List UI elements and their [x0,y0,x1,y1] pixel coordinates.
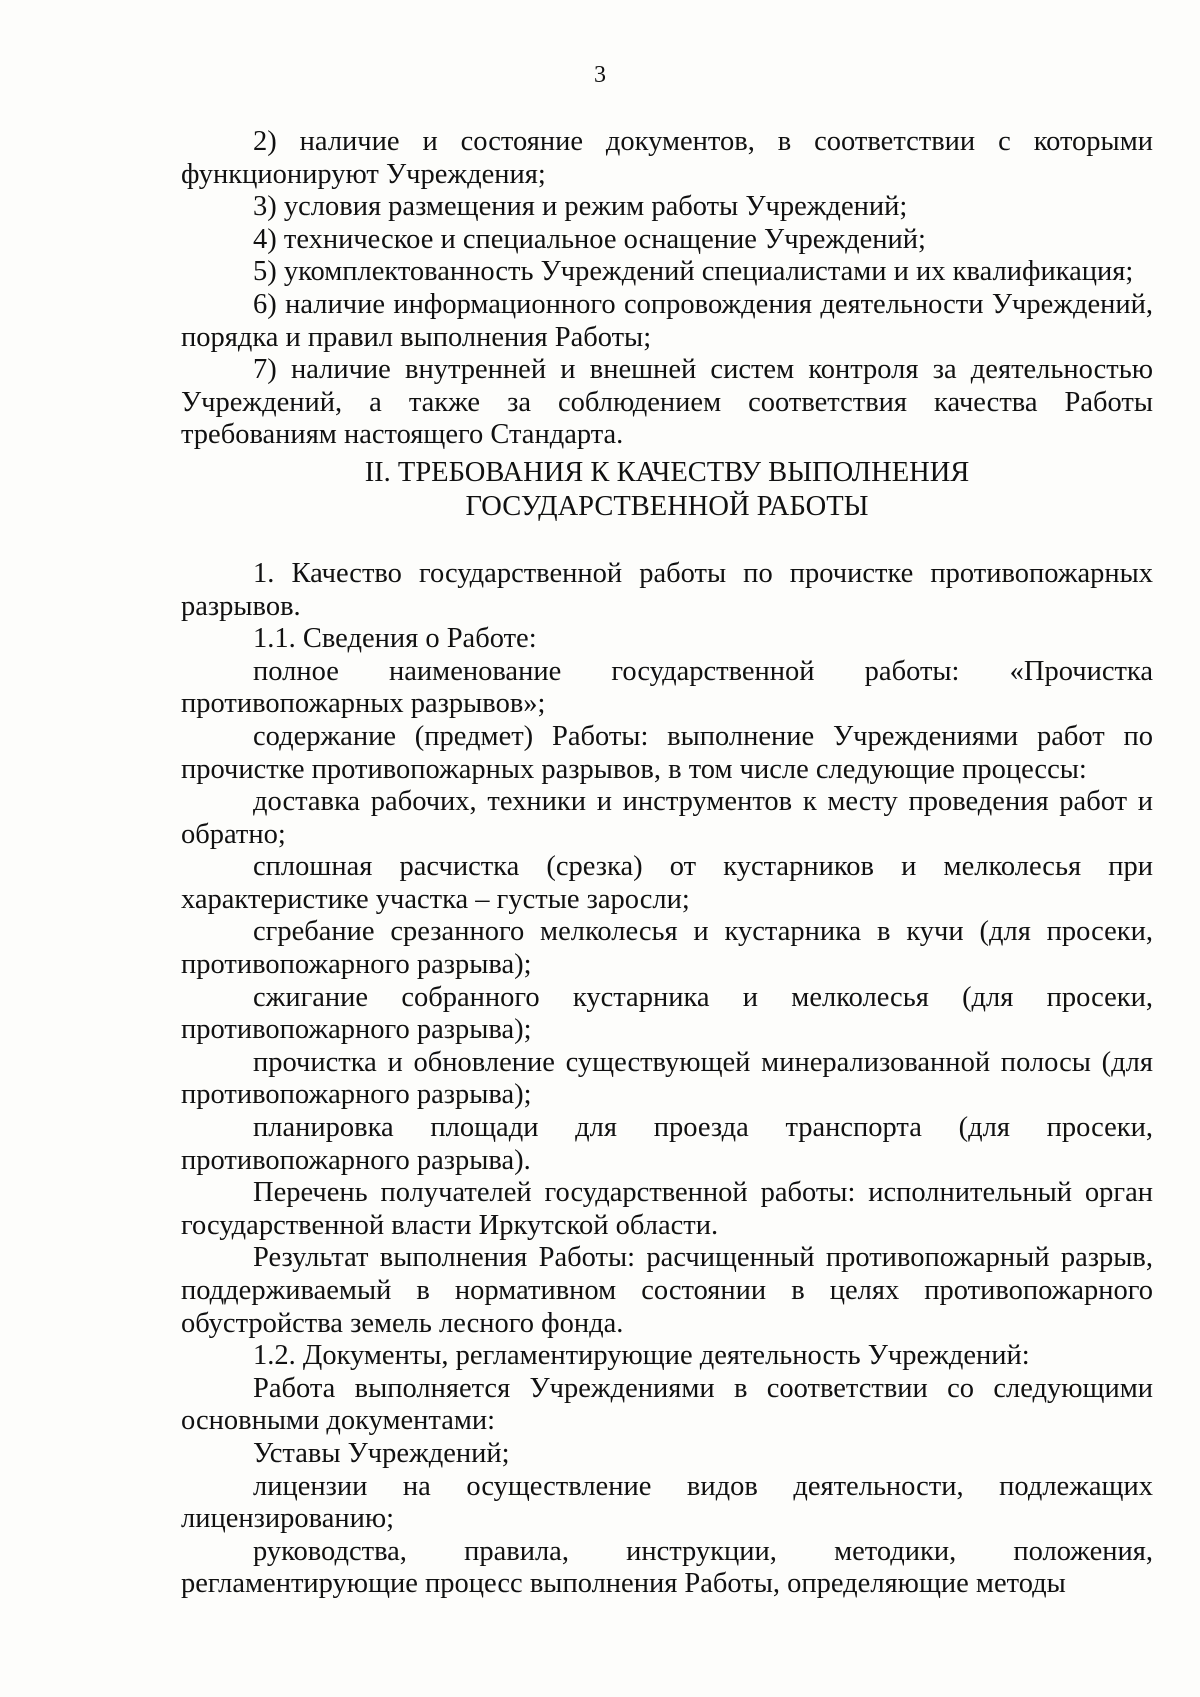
section-heading-line: II. ТРЕБОВАНИЯ К КАЧЕСТВУ ВЫПОЛНЕНИЯ [364,456,970,488]
paragraph: доставка рабочих, техники и инструментов к месту проведения работ и обратно; [181,786,1153,850]
paragraph: руководства, правила, инструкции, методики, положения, регламентирующие процесс выполнения Работы, определяющие методы [181,1535,1153,1600]
document-body [181,126,1153,1601]
paragraph: 6) наличие информационного сопровождения деятельности Учреждений, порядка и правил выполнения Работы; [181,288,1153,353]
paragraph: Уставы Учреждений; [253,1437,510,1469]
paragraph: Работа выполняется Учреждениями в соответствии со следующими основными документами: [181,1372,1153,1437]
paragraph: 1.2. Документы, регламентирующие деятельность Учреждений: [253,1340,1030,1372]
page-number: 3 [594,62,606,88]
paragraph: сплошная расчистка (срезка) от кустарников и мелколесья при характеристике участка – густые заросли; [181,851,1153,915]
section-heading-line: ГОСУДАРСТВЕННОЙ РАБОТЫ [465,490,869,522]
paragraph: сжигание собранного кустарника и мелколесья (для просеки, противопожарного разрыва); [181,981,1153,1046]
paragraph: содержание (предмет) Работы: выполнение Учреждениями работ по прочистке противопожарных разрывов, в том числе следующие процессы: [181,720,1153,785]
paragraph: планировка площади для проезда транспорта (для просеки, противопожарного разрыва). [181,1112,1153,1176]
paragraph: Результат выполнения Работы: расчищенный противопожарный разрыв, поддерживаемый в нормативном состоянии в целях противопожарного обустройства земель лесного фонда. [181,1242,1153,1339]
paragraph: 7) наличие внутренней и внешней систем контроля за деятельностью Учреждений, а также за соблюдением соответствия качества Работы требованиям настоящего Стандарта. [181,354,1153,451]
paragraph: 2) наличие и состояние документов, в соответствии с которыми функционируют Учреждения; [181,126,1153,190]
paragraph: полное наименование государственной работы: «Прочистка противопожарных разрывов»; [181,655,1153,720]
section-heading [181,456,1153,524]
paragraph: 3) условия размещения и режим работы Учреждений; [253,191,908,223]
paragraph: 4) техническое и специальное оснащение Учреждений; [253,223,926,255]
paragraph: прочистка и обновление существующей минерализованной полосы (для противопожарного разрыва); [181,1046,1153,1111]
paragraph: 5) укомплектованность Учреждений специалистами и их квалификация; [253,256,1134,288]
paragraph: Перечень получателей государственной работы: исполнительный орган государственной власти Иркутской области. [181,1177,1153,1241]
paragraph: 1.1. Сведения о Работе: [253,623,537,655]
paragraph: сгребание срезанного мелколесья и кустарника в кучи (для просеки, противопожарного разрыва); [181,916,1153,981]
paragraph: лицензии на осуществление видов деятельности, подлежащих лицензированию; [181,1470,1153,1535]
paragraph: 1. Качество государственной работы по прочистке противопожарных разрывов. [181,557,1153,622]
